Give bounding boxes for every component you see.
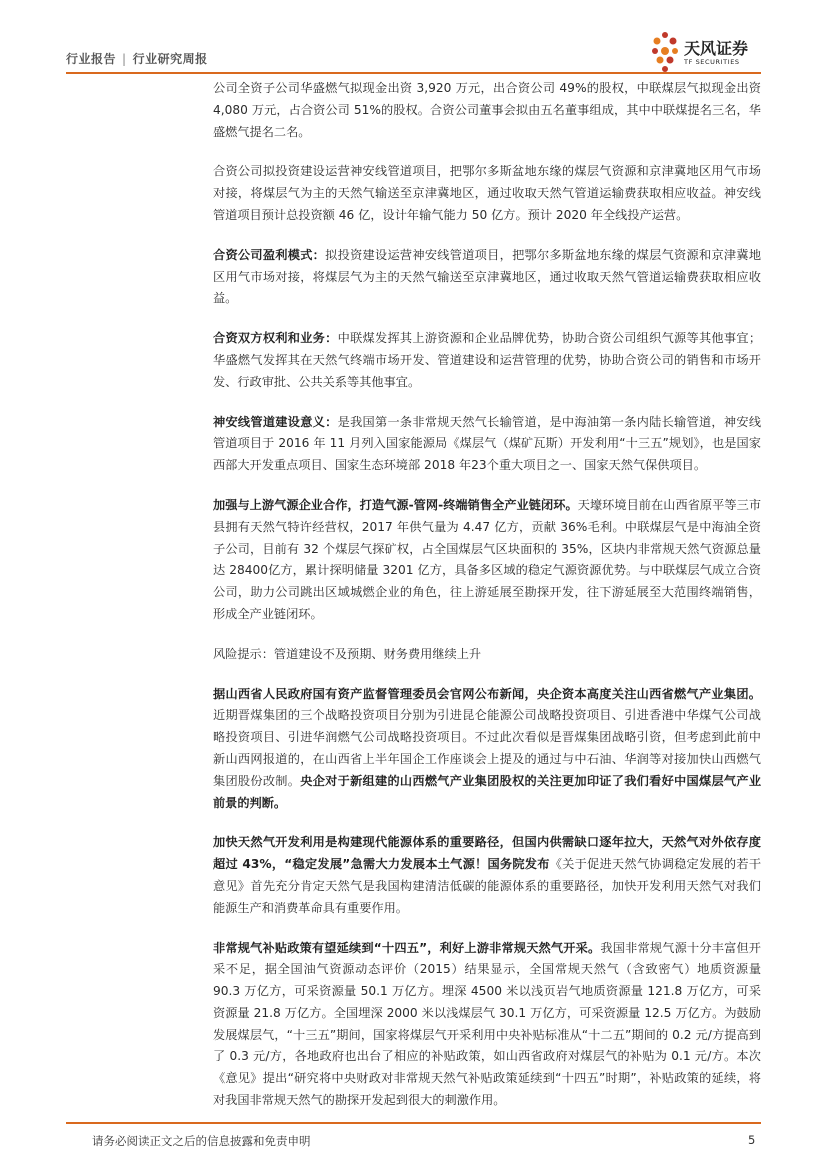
shanxi-gas-text: 近期晋煤集团的三个战略投资项目分别为引进昆仑能源公司战略投资项目、引进香港中华煤气公司战略投资项目、引进华润燃气公司战略投资项目。不过此次看似是晋煤集团战略引资，但考虑到此前中新山西网报道的，在山西省上半年国企工作座谈会上提及的通过与中石油、华润等对接加快山西燃气集团股份改制。 <box>213 708 761 788</box>
paragraph-pipeline-significance <box>213 412 761 477</box>
paragraph-shanxi-gas-group <box>213 684 761 815</box>
subsidy-policy-heading: 非常规气补贴政策有望延续到“十四五”，利好上游非常规天然气开采。 <box>213 940 601 955</box>
profit-model-text: 拟投资建设运营神安线管道项目，把鄂尔多斯盆地东缘的煤层气资源和京津冀地区用气市场对接，将煤层气为主的天然气输送至京津冀地区，通过收取天然气管道运输费获取相应收益。 <box>213 247 762 306</box>
upstream-cooperation-text: 天壕环境目前在山西省原平等三市县拥有天然气特许经营权，2017 年供气量为 4.47 亿方，贡献 36%毛利。中联煤层气是中海油全资子公司，目前有 32 个煤层气探矿权，占全国煤层气区块面积的 35%，区块内非常规天然气资源总量达 28400亿方，累计探明储量 3201 亿方，具备多区域的稳定气源资源优势。与中联煤层气成立合资公司，助力公司跳出区域城燃企业的角色，往上游延展至勘探开发，往下游延展至大范围终端销售，形成全产业链闭环。 <box>213 497 762 621</box>
footer-divider <box>66 1122 761 1124</box>
gas-development-text: 《关于促进天然气协调稳定发展的若干意见》首先充分肯定天然气是我国构建清洁低碳的能源体系的重要路径，加快开发利用天然气对我们能源生产和消费革命具有重要作用。 <box>213 857 762 915</box>
logo-english-name: TF SECURITIES <box>684 58 740 66</box>
paragraph-upstream-cooperation <box>213 495 761 626</box>
pipeline-significance-text: 是我国第一条非常规天然气长输管道，是中海油第一条内陆长输管道，神安线管道项目于 2016 年 11 月列入国家能源局《煤层气（煤矿瓦斯）开发利用“十三五”规划》，也是国家西部大开发重点项目、国家生态环境部 2018 年23个重大项目之一、国家天然气保供项目。 <box>213 414 762 473</box>
shanxi-gas-heading: 据山西省人民政府国有资产监督管理委员会官网公布新闻，央企资本高度关注山西省燃气产业集团。 <box>213 686 761 701</box>
footer-disclaimer: 请务必阅读正文之后的信息披露和免责申明 <box>92 1134 311 1148</box>
paragraph-pipeline-project: 合资公司拟投资建设运营神安线管道项目，把鄂尔多斯盆地东缘的煤层气资源和京津冀地区用气市场对接，将煤层气为主的天然气输送至京津冀地区，通过收取天然气管道运输费获取相应收益。神安线管道项目预计总投资额 46 亿，设计年输气能力 50 亿方。预计 2020 年全线投产运营。 <box>213 164 761 222</box>
gas-development-heading: 加快天然气开发利用是构建现代能源体系的重要路径，但国内供需缺口逐年拉大，天然气对外依存度超过 43%，“稳定发展”急需大力发展本土气源！国务院发布 <box>213 835 761 872</box>
pipeline-significance-heading: 神安线管道建设意义： <box>213 414 338 429</box>
subsidy-policy-text: 我国非常规气源十分丰富但开采不足，据全国油气资源动态评价（2015）结果显示，全国常规天然气（含致密气）地质资源量 90.3 万亿方，可采资源量 50.1 万亿方。埋深 4500 米以浅页岩气地质资源量 121.8 万亿方，可采资源量 21.8 万亿方。全国埋深 2000 米以浅煤层气 30.1 万亿方，可采资源量 12.5 万亿方。为鼓励发展煤层气，“十三五”期间，国家将煤层气开采利用中央补贴标准从“十二五”期间的 0.2 元/方提高到了 0.3 元/方，各地政府也出台了相应的补贴政策，如山西省政府对煤层气的补贴为 0.1 元/方。本次《意见》提出“研究将中央财政对非常规天然气补贴政策延续到“十四五”时期”，补贴政策的延续，将对我国非常规天然气的勘探开发起到很大的刺激作用。 <box>213 940 761 1108</box>
upstream-cooperation-heading: 加强与上游气源企业合作，打造气源-管网-终端销售全产业链闭环。 <box>213 497 578 512</box>
rights-business-text: 中联煤发挥其上游资源和企业品牌优势，协助合资公司组织气源等其他事宜；华盛燃气发挥其在天然气终端市场开发、管道建设和运营管理的优势，协助合资公司的销售和市场开发、行政审批、公共关系等其他事宜。 <box>213 331 762 389</box>
logo-chinese-name: 天风证券 <box>684 39 749 58</box>
paragraph-investment: 公司全资子公司华盛燃气拟现金出资 3,920 万元，出合资公司 49%的股权，中联煤层气拟现金出资 4,080 万元，占合资公司 51%的股权。合资公司董事会拟由五名董事组成，其中中联煤提名三名，华盛燃气提名二名。 <box>213 81 761 139</box>
paragraph-subsidy-policy <box>213 938 761 1112</box>
profit-model-heading: 合资公司盈利模式： <box>213 247 326 262</box>
rights-business-heading: 合资双方权利和业务： <box>213 331 338 346</box>
header-breadcrumb <box>66 50 208 67</box>
logo-mark-icon <box>650 30 680 74</box>
report-body <box>213 78 761 1112</box>
company-logo <box>650 30 765 74</box>
page-number: 5 <box>748 1133 756 1147</box>
paragraph-gas-development <box>213 832 761 919</box>
paragraph-rights-business <box>213 328 761 393</box>
report-type-label: 行业报告 <box>66 52 117 66</box>
header-separator: | <box>122 52 127 66</box>
paragraph-profit-model <box>213 245 761 310</box>
shanxi-gas-conclusion: 央企对于新组建的山西燃气产业集团股权的关注更加印证了我们看好中国煤层气产业前景的判断。 <box>213 773 762 810</box>
risk-warning: 风险提示：管道建设不及预期、财务费用继续上升 <box>213 646 482 661</box>
header-divider <box>66 72 761 74</box>
report-subtype-label: 行业研究周报 <box>132 52 208 66</box>
